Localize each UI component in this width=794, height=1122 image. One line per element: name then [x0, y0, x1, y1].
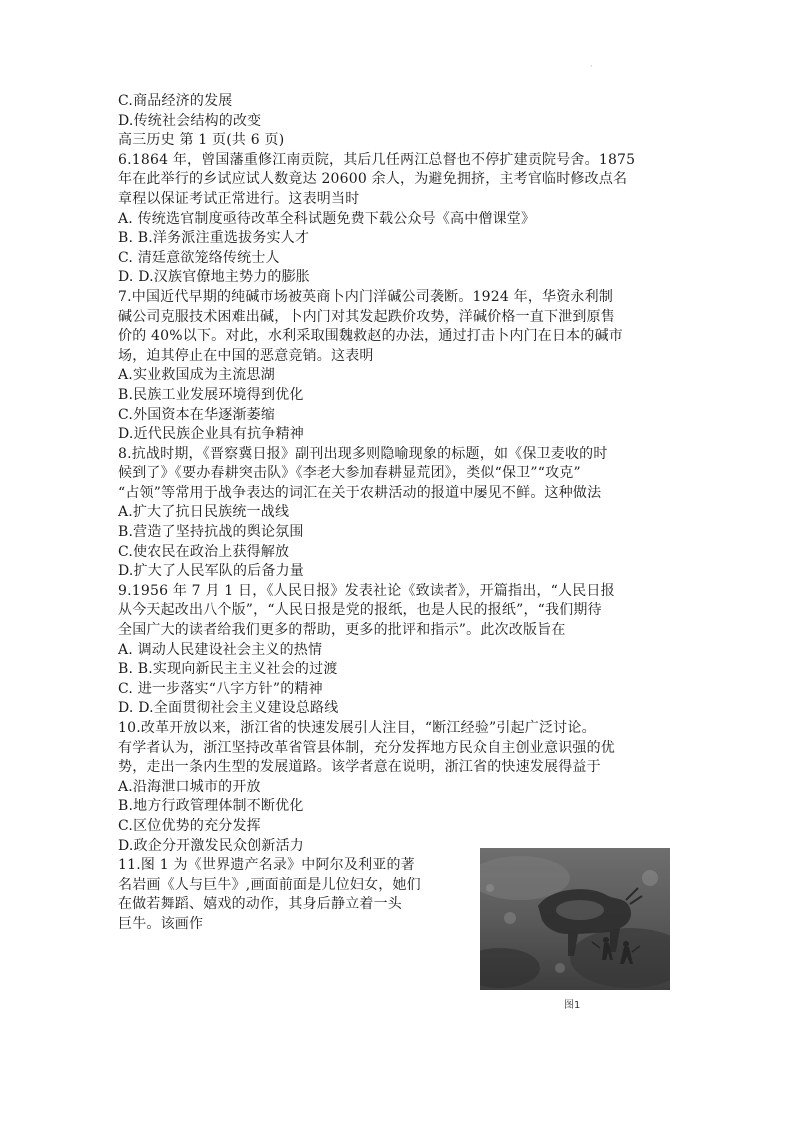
question-7-option-d: D.近代民族企业具有抗争精神: [118, 426, 304, 443]
question-11-stem: 巨牛。该画作: [118, 915, 204, 932]
question-6-option-d: D. D.汉族官僚地主势力的膨胀: [118, 269, 311, 286]
question-8-stem: 候到了》《要办春耕突击队》《李老大参加春耕显荒团》，类似“保卫”“攻克”: [118, 465, 581, 482]
question-9-option-b: B. B.实现向新民主主义社会的过渡: [118, 661, 338, 678]
question-8-option-d: D.扩大了人民军队的后备力量: [118, 563, 304, 580]
text-line: C.商品经济的发展: [118, 93, 233, 109]
question-7-option-b: B.民族工业发展环境得到优化: [118, 386, 304, 403]
question-11-stem: 名岩画《人与巨牛》,画面前面是儿位妇女，她们: [118, 876, 421, 893]
question-10-option-d: D.政企分开激发民众创新活力: [118, 837, 304, 854]
question-9-stem: 从今天起改出八个版”，“人民日报是党的报纸，也是人民的报纸”，“我们期待: [118, 602, 602, 619]
figure-caption: 图1: [564, 1000, 581, 1011]
question-11-stem: 11.图 1 为《世界遗产名录》中阿尔及利亚的著: [118, 857, 415, 874]
question-9-option-a: A. 调动人民建设社会主义的热情: [118, 641, 323, 658]
question-10-stem: 10.改革开放以来，浙江省的快速发展引人注目，“断江经验”引起广泛讨论。: [118, 720, 596, 736]
question-8-option-b: B.营造了坚持抗战的舆论氛围: [118, 524, 304, 541]
question-10-option-c: C.区位优势的充分发挥: [118, 817, 261, 834]
page-marker: ·: [590, 62, 593, 71]
question-10-stem: 势，走出一条内生型的发展道路。该学者意在说明，浙江省的快速发展得益于: [118, 759, 601, 776]
page-footer: 高三历史 第 1 页(共 6 页): [118, 132, 285, 149]
question-6-stem: 年在此举行的乡试应试人数竟达 20600 余人，为避免拥挤，主考官临时修改点名: [118, 171, 628, 188]
question-6-option-b: B. B.洋务派注重选拔务实人才: [118, 230, 310, 247]
question-10-stem: 有学者认为，浙江坚持改革省管县体制，充分发挥地方民众自主创业意识强的优: [118, 739, 615, 756]
question-9-stem: 全国广大的读者给我们更多的帮助，更多的批评和指示”。此次改版旨在: [118, 622, 566, 639]
text-line: D.传统社会结构的改变: [118, 112, 262, 129]
question-11-stem: 在做若舞蹈、嬉戏的动作，其身后静立着一头: [118, 896, 402, 913]
question-7-stem: 价的 40%以下。对此，水利采取围魏救赵的办法，通过打击卜内门在日本的碱市: [118, 328, 623, 345]
question-6-stem: 章程以保证考试正常进行。这表明当时: [118, 190, 360, 207]
rock-painting-image: [480, 848, 670, 990]
question-8-option-a: A.扩大了抗日民族统一战线: [118, 504, 290, 521]
question-8-option-c: C.使农民在政治上获得解放: [118, 543, 290, 560]
rock-painting-figure: [480, 848, 670, 990]
question-7-option-c: C.外国资本在华逐渐萎缩: [118, 406, 276, 423]
question-8-stem: “占领”等常用于战争表达的词汇在关于农耕活动的报道中屡见不鲜。这种做法: [118, 484, 602, 501]
question-7-stem: 场，迫其停止在中国的恶意竞销。这表明: [118, 347, 374, 364]
question-8-stem: 8.抗战时期，《晋察冀日报》副刊出现多则隐喻现象的标题，如《保卫麦收的时: [118, 445, 608, 462]
question-6-option-c: C. 清廷意欲笼络传统士人: [118, 249, 280, 266]
question-7-stem: 7.中国近代早期的纯碱市场被英商卜内门洋碱公司袭断。1924 年，华资永利制: [118, 288, 614, 305]
question-9-option-d: D. D.全面贯彻社会主义建设总路线: [118, 700, 339, 717]
question-7-stem: 碱公司克服技术困难出碱，卜内门对其发起跌价攻势，洋碱价格一直下泄到原售: [118, 308, 615, 325]
question-9-stem: 9.1956 年 7 月 1 日，《人民日报》发表社论《致读者》，开篇指出，“人民日报: [118, 582, 615, 599]
question-7-option-a: A.实业救国成为主流思湖: [118, 367, 275, 384]
question-6-stem: 6.1864 年，曾国藩重修江南贡院，其后几任两江总督也不停扩建贡院号舍。1875: [118, 151, 636, 168]
question-6-option-a: A. 传统选官制度亟待改革全科试题免费下载公众号《高中僧课堂》: [118, 210, 536, 227]
document-body: [118, 92, 678, 935]
question-10-option-b: B.地方行政管理体制不断优化: [118, 798, 304, 815]
question-10-option-a: A.沿海泄口城市的开放: [118, 778, 261, 795]
question-9-option-c: C. 进一步落实“八字方针”的精神: [118, 680, 323, 697]
